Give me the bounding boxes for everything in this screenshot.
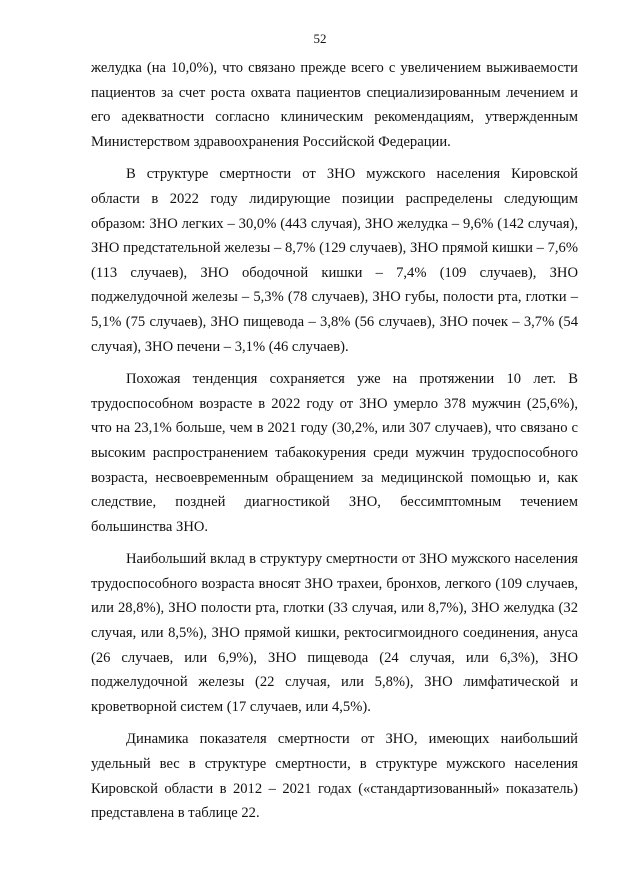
- paragraph-dynamics-table-ref: Динамика показателя смертности от ЗНО, имеющих наибольший удельный вес в структуре смертности, в структуре мужского населения Кировской области в 2012 – 2021 годах («стандартизованный» показатель) представлена в таблице 22.: [91, 731, 578, 822]
- page-number: 52: [313, 31, 327, 46]
- document-body: [91, 56, 578, 826]
- paragraph-working-age-contribution: Наибольший вклад в структуру смертности от ЗНО мужского населения трудоспособного возраста вносят ЗНО трахеи, бронхов, легкого (109 случаев, или 28,8%), ЗНО полости рта, глотки (33 случая, или 8,7%), ЗНО желудка (32 случая, или 8,5%), ЗНО прямой кишки, ректосигмоидного соединения, ануса (26 случаев, или 6,9%), ЗНО пищевода (24 случая, или 6,3%), ЗНО поджелудочной железы (22 случая, или 5,8%), ЗНО лимфатической и кроветворной систем (17 случаев, или 4,5%).: [91, 551, 578, 715]
- paragraph-working-age-trend: Похожая тенденция сохраняется уже на протяжении 10 лет. В трудоспособном возрасте в 2022 году от ЗНО умерло 378 мужчин (25,6%), что на 23,1% больше, чем в 2021 году (30,2%, или 307 случаев), что связано с высоким распространением табакокурения среди мужчин трудоспособного возраста, несвоевременным обращением за медицинской помощью и, как следствие, поздней диагностикой ЗНО, бессимптомным течением большинства ЗНО.: [91, 371, 578, 535]
- paragraph-continuation: желудка (на 10,0%), что связано прежде всего с увеличением выживаемости пациентов за счет роста охвата пациентов специализированным лечением и его адекватности согласно клиническим рекомендациям, утвержденным Министерством здравоохранения Российской Федерации.: [91, 60, 578, 150]
- paragraph-mortality-structure: В структуре смертности от ЗНО мужского населения Кировской области в 2022 году лидирующие позиции распределены следующим образом: ЗНО легких – 30,0% (443 случая), ЗНО желудка – 9,6% (142 случая), ЗНО предстательной железы – 8,7% (129 случаев), ЗНО прямой кишки – 7,6% (113 случаев), ЗНО ободочной кишки – 7,4% (109 случаев), ЗНО поджелудочной железы – 5,3% (78 случаев), ЗНО губы, полости рта, глотки – 5,1% (75 случаев), ЗНО пищевода – 3,8% (56 случаев), ЗНО почек – 3,7% (54 случая), ЗНО печени – 3,1% (46 случаев).: [91, 166, 578, 355]
